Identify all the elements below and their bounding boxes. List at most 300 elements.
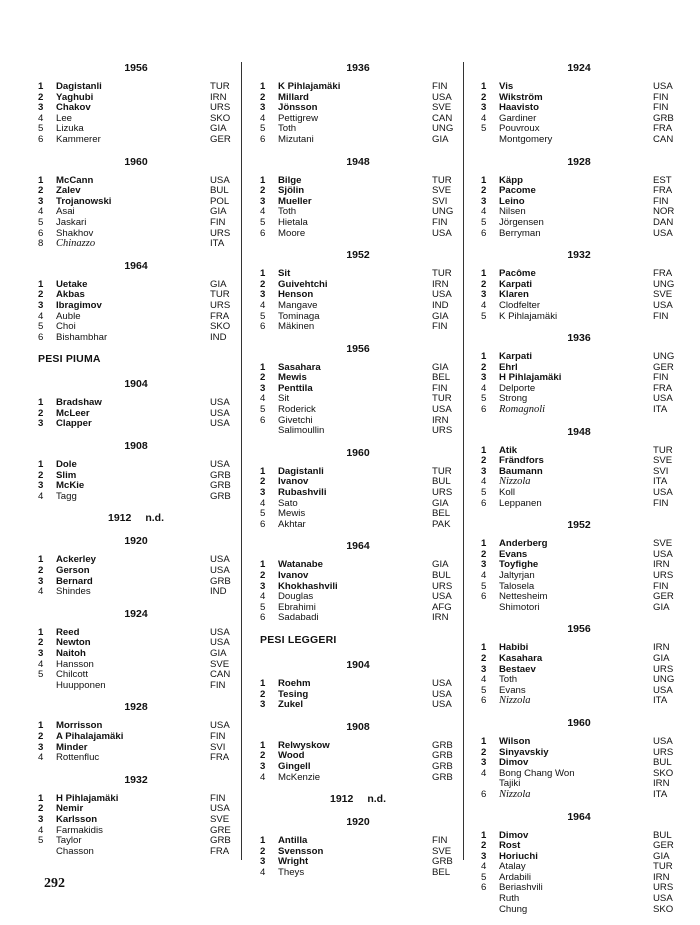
section-header: PESI PIUMA [38, 353, 101, 366]
athlete-name: Wood [278, 750, 305, 762]
year-group [481, 62, 677, 146]
country-code: UNG [432, 206, 454, 218]
athlete-name: Rubashvili [278, 487, 327, 499]
placing: 5 [481, 393, 487, 405]
country-code: AFG [432, 601, 452, 613]
athlete-name: Jaskari [56, 216, 87, 228]
placing: 4 [481, 570, 487, 581]
year-group [38, 608, 234, 692]
result-row [481, 654, 677, 665]
athlete-name: Naitoh [56, 648, 86, 659]
athlete-name: Tagg [56, 490, 77, 502]
placing: 1 [38, 626, 44, 638]
athlete-name: Slim [56, 469, 77, 481]
country-code: GER [653, 361, 674, 373]
result-row [260, 613, 456, 624]
placing [481, 905, 499, 916]
placing: 1 [481, 829, 487, 841]
year-heading [260, 156, 456, 169]
year-label: 1964 [346, 540, 370, 553]
athlete-name: Svensson [278, 845, 324, 857]
country-code: GIA [210, 206, 227, 218]
country-code: FIN [432, 382, 448, 394]
results-column-2 [260, 62, 456, 889]
placing: 1 [260, 268, 266, 280]
placing: 5 [481, 216, 487, 228]
placing: 3 [481, 102, 487, 114]
country-code: FIN [432, 81, 448, 92]
year-label: 1952 [567, 519, 591, 532]
athlete-name: Karpati [499, 278, 533, 290]
athlete-name: Sit [278, 268, 291, 280]
placing: 2 [38, 407, 44, 419]
athlete-name: Ackerley [56, 554, 97, 566]
country-code: BUL [210, 185, 229, 197]
country-code: FIN [653, 310, 669, 322]
athlete-name: Käpp [499, 174, 523, 186]
country-code: GER [653, 591, 674, 603]
result-row [260, 679, 456, 690]
country-code: FIN [653, 497, 669, 509]
athlete-name: Huupponen [56, 679, 106, 691]
country-code: SVE [432, 185, 452, 197]
country-code: USA [432, 227, 452, 239]
country-code: SKO [210, 112, 231, 124]
country-code: TUR [432, 268, 452, 280]
country-code: SVI [432, 195, 448, 207]
country-code: USA [653, 548, 673, 560]
year-label: 1956 [346, 342, 370, 355]
athlete-name: Nettesheim [499, 591, 548, 603]
year-group [481, 156, 677, 240]
placing [38, 847, 56, 858]
country-code: URS [210, 227, 231, 239]
country-code: USA [210, 565, 230, 577]
placing: 5 [481, 123, 487, 135]
country-code: URS [653, 570, 674, 581]
country-code: SVI [210, 741, 226, 753]
placing: 3 [260, 487, 266, 499]
year-group [481, 249, 677, 322]
athlete-name: Choi [56, 321, 76, 333]
country-code: GRB [432, 750, 453, 762]
year-heading [481, 249, 677, 262]
result-row [260, 868, 456, 879]
year-group [38, 62, 234, 146]
country-code: TUR [653, 861, 673, 873]
country-code: GIA [210, 648, 227, 659]
year-group [260, 793, 456, 806]
athlete-name: Pacome [499, 185, 536, 197]
result-row [481, 790, 677, 801]
placing: 6 [481, 404, 487, 416]
year-heading [38, 156, 234, 169]
year-heading [38, 378, 234, 391]
year-group [38, 701, 234, 763]
result-row [38, 681, 234, 692]
placing [481, 135, 499, 146]
country-code: FIN [210, 679, 226, 691]
placing: 3 [38, 102, 44, 114]
country-code: FRA [653, 185, 673, 197]
placing: 1 [38, 81, 44, 92]
athlete-name: Ivanov [278, 476, 309, 488]
athlete-name: Haavisto [499, 102, 539, 114]
year-label: 1952 [346, 249, 370, 262]
country-code: GRE [210, 824, 231, 836]
placing: 4 [481, 861, 487, 873]
placing: 5 [260, 310, 266, 322]
section-header: PESI LEGGERI [260, 633, 337, 646]
athlete-name: Roehm [278, 677, 311, 689]
country-code: URS [210, 102, 231, 114]
athlete-name: Horiuchi [499, 850, 538, 862]
athlete-name: Pacôme [499, 268, 536, 280]
placing: 4 [260, 771, 266, 783]
year-label: 1960 [567, 716, 591, 729]
athlete-name: Givetchi [278, 414, 313, 426]
placing: 6 [38, 227, 44, 239]
year-heading [481, 156, 677, 169]
year-heading [481, 623, 677, 636]
result-row [38, 492, 234, 503]
placing: 3 [260, 580, 266, 592]
athlete-name: Gerson [56, 565, 90, 577]
athlete-name: Mewis [278, 372, 307, 384]
placing: 4 [481, 299, 487, 311]
athlete-name: Hansson [56, 658, 94, 670]
placing: 2 [481, 361, 487, 373]
placing: 6 [481, 497, 487, 509]
country-code: BUL [432, 476, 451, 488]
country-code: USA [432, 289, 452, 301]
athlete-name: Leppanen [499, 497, 542, 509]
result-row [38, 301, 234, 312]
placing: 1 [260, 174, 266, 186]
placing: 6 [260, 612, 266, 624]
placing: 1 [260, 677, 266, 689]
placing: 4 [38, 586, 44, 598]
athlete-name: Jönsson [278, 102, 318, 114]
year-group [481, 426, 677, 510]
year-label: 1936 [346, 62, 370, 74]
placing: 1 [260, 81, 266, 92]
year-group [481, 811, 677, 916]
placing: 4 [481, 206, 487, 218]
column-divider [463, 62, 464, 860]
athlete-name: Uetake [56, 278, 88, 290]
country-code: GIA [432, 133, 449, 145]
athlete-name: Bernard [56, 575, 93, 587]
year-heading [260, 659, 456, 672]
athlete-name: Rottenfluc [56, 752, 100, 764]
year-heading [260, 343, 456, 356]
placing: 3 [481, 372, 487, 384]
athlete-name: Strong [499, 393, 528, 405]
country-code: USA [432, 688, 452, 700]
athlete-name: Bestaev [499, 663, 536, 675]
placing: 2 [481, 185, 487, 197]
country-code: USA [210, 418, 230, 430]
placing: 3 [481, 465, 487, 477]
athlete-name: Gardiner [499, 112, 537, 124]
placing: 4 [38, 658, 44, 670]
country-code: USA [210, 397, 230, 409]
year-group [260, 659, 456, 711]
result-row [38, 753, 234, 764]
country-code: NOR [653, 206, 675, 218]
placing: 2 [481, 455, 487, 467]
country-code: CAN [210, 669, 231, 681]
country-code: SVE [653, 289, 673, 301]
country-code: FIN [210, 216, 226, 228]
year-label: 1908 [124, 440, 148, 453]
placing: 6 [260, 321, 266, 333]
country-code: FIN [653, 91, 669, 103]
country-code: IRN [210, 91, 227, 103]
year-label: 1908 [346, 720, 370, 733]
country-code: UNG [653, 351, 675, 363]
year-label: 1964 [124, 259, 148, 272]
placing: 8 [38, 238, 44, 250]
placing: 5 [260, 601, 266, 613]
year-heading [260, 540, 456, 553]
athlete-name: Koll [499, 487, 515, 499]
placing: 5 [481, 487, 487, 499]
year-label: 1932 [567, 249, 591, 262]
result-row [260, 700, 456, 711]
placing: 6 [481, 882, 487, 894]
athlete-name: Hietala [278, 216, 308, 228]
placing: 1 [38, 792, 44, 804]
athlete-name: Farmakidis [56, 824, 103, 836]
athlete-name: Akbas [56, 289, 85, 301]
placing: 3 [481, 757, 487, 769]
athlete-name: Dagistanli [56, 81, 102, 92]
year-heading [481, 519, 677, 532]
athlete-name: Henson [278, 289, 314, 301]
placing: 3 [38, 195, 44, 207]
country-code: IRN [432, 278, 449, 290]
placing: 5 [38, 669, 44, 681]
placing: 1 [260, 559, 266, 571]
year-group [38, 512, 234, 525]
year-group [260, 816, 456, 878]
country-code: GRB [432, 739, 453, 751]
placing: 1 [260, 465, 266, 477]
country-code: CAN [653, 133, 674, 145]
country-code: SVI [653, 465, 669, 477]
country-code: GIA [653, 850, 670, 862]
country-code: GER [653, 840, 674, 852]
athlete-name: Gingell [278, 760, 311, 772]
country-code: SVE [210, 813, 230, 825]
country-code: GIA [210, 123, 227, 135]
placing: 3 [260, 760, 266, 772]
athlete-name: Toth [278, 206, 297, 218]
athlete-name: Beriashvili [499, 882, 543, 894]
country-code: GIA [653, 601, 670, 613]
athlete-name: Mueller [278, 195, 312, 207]
result-row [481, 571, 677, 582]
year-heading [481, 717, 677, 730]
country-code: FRA [210, 845, 230, 857]
year-group [38, 378, 234, 430]
athlete-name: Trojanowski [56, 195, 112, 207]
country-code: USA [210, 626, 230, 638]
athlete-name: Sit [278, 393, 290, 405]
athlete-name: Bradshaw [56, 397, 102, 409]
placing: 4 [481, 382, 487, 394]
placing: 4 [260, 299, 266, 311]
placing: 4 [260, 866, 266, 878]
year-group [260, 343, 456, 437]
placing: 5 [481, 684, 487, 696]
country-code: USA [432, 699, 452, 711]
country-code: USA [432, 677, 452, 689]
placing: 3 [260, 699, 266, 711]
year-heading [481, 62, 677, 75]
result-row [481, 301, 677, 312]
country-code: FIN [210, 792, 226, 804]
country-code: TUR [210, 289, 230, 301]
result-row [481, 499, 677, 510]
year-heading [260, 793, 456, 806]
athlete-name: Bishambhar [56, 331, 108, 343]
year-heading [38, 535, 234, 548]
results-column-1 [38, 62, 234, 867]
placing: 5 [260, 123, 266, 135]
placing: 2 [260, 845, 266, 857]
athlete-name: Toyfighe [499, 559, 539, 571]
athlete-name: K Pihlajamäki [499, 310, 558, 322]
placing: 2 [481, 746, 487, 758]
country-code: BUL [653, 829, 672, 841]
result-row [481, 905, 677, 916]
year-group [260, 447, 456, 531]
placing: 1 [38, 554, 44, 566]
athlete-name: Akhtar [278, 518, 306, 530]
country-code: GIA [432, 559, 449, 571]
athlete-name: Clodfelter [499, 299, 541, 311]
placing: 4 [481, 674, 487, 686]
country-code: TUR [432, 174, 452, 186]
country-code: IRN [653, 778, 670, 790]
country-code: USA [210, 174, 230, 186]
year-label: 1948 [346, 155, 370, 168]
placing: 3 [38, 575, 44, 587]
athlete-name: Sasahara [278, 361, 321, 373]
year-group [481, 519, 677, 613]
country-code: CAN [432, 112, 453, 124]
results-column-3 [481, 62, 677, 925]
country-code: URS [653, 882, 674, 894]
year-label: 1904 [124, 378, 148, 391]
country-code: USA [210, 720, 230, 732]
year-label: 1960 [346, 446, 370, 459]
year-heading [481, 332, 677, 345]
placing: 4 [260, 112, 266, 124]
result-row [38, 732, 234, 743]
placing: 4 [38, 752, 44, 764]
result-row [481, 312, 677, 323]
year-heading [38, 608, 234, 621]
placing: 2 [260, 570, 266, 581]
placing: 4 [481, 476, 487, 488]
country-code: UNG [432, 123, 454, 135]
result-row [260, 762, 456, 773]
athlete-name: Nilsen [499, 206, 526, 218]
placing: 2 [481, 840, 487, 852]
country-code: FRA [653, 123, 673, 135]
year-label: 1928 [124, 701, 148, 714]
placing: 3 [38, 741, 44, 753]
country-code: GIA [432, 497, 449, 509]
year-label: 1904 [346, 658, 370, 671]
athlete-name: Ivanov [278, 570, 309, 581]
year-note: n.d. [145, 512, 165, 525]
result-row [38, 239, 234, 250]
athlete-name: Khokhashvili [278, 580, 338, 592]
result-row [260, 322, 456, 333]
year-heading [481, 811, 677, 824]
year-label: 1932 [124, 773, 148, 786]
placing: 4 [38, 490, 44, 502]
athlete-name: Sato [278, 497, 298, 509]
result-row [38, 649, 234, 660]
result-row [260, 135, 456, 146]
athlete-name: Zukel [278, 699, 304, 711]
placing: 6 [260, 518, 266, 530]
athlete-name: Reed [56, 626, 80, 638]
placing: 6 [260, 227, 266, 239]
year-heading [38, 701, 234, 714]
column-divider [241, 62, 242, 860]
country-code: GRB [432, 856, 453, 868]
placing: 1 [38, 720, 44, 732]
country-code: TUR [653, 444, 673, 456]
result-row [38, 419, 234, 430]
athlete-name: Asai [56, 206, 75, 218]
year-label: 1928 [567, 155, 591, 168]
athlete-name: McKenzie [278, 771, 321, 783]
year-heading [260, 249, 456, 262]
athlete-name: Nizzola [499, 476, 531, 488]
athlete-name: Pettigrew [278, 112, 318, 124]
placing: 4 [38, 824, 44, 836]
country-code: SVE [210, 658, 230, 670]
athlete-name: Theys [278, 866, 305, 878]
country-code: USA [653, 735, 673, 747]
result-row [38, 135, 234, 146]
year-group [260, 62, 456, 146]
athlete-name: Jaltyrjan [499, 570, 535, 581]
athlete-name: Dimov [499, 757, 529, 769]
country-code: ITA [653, 476, 668, 488]
placing: 1 [38, 459, 44, 471]
country-code: BEL [432, 866, 451, 878]
athlete-name: Klaren [499, 289, 529, 301]
result-row [38, 333, 234, 344]
country-code: TUR [432, 393, 452, 405]
country-code: UNG [653, 278, 675, 290]
placing: 3 [481, 195, 487, 207]
year-heading [260, 62, 456, 75]
country-code: FIN [432, 216, 448, 228]
athlete-name: Sjölin [278, 185, 305, 197]
country-code: POL [210, 195, 230, 207]
country-code: GRB [210, 835, 231, 847]
